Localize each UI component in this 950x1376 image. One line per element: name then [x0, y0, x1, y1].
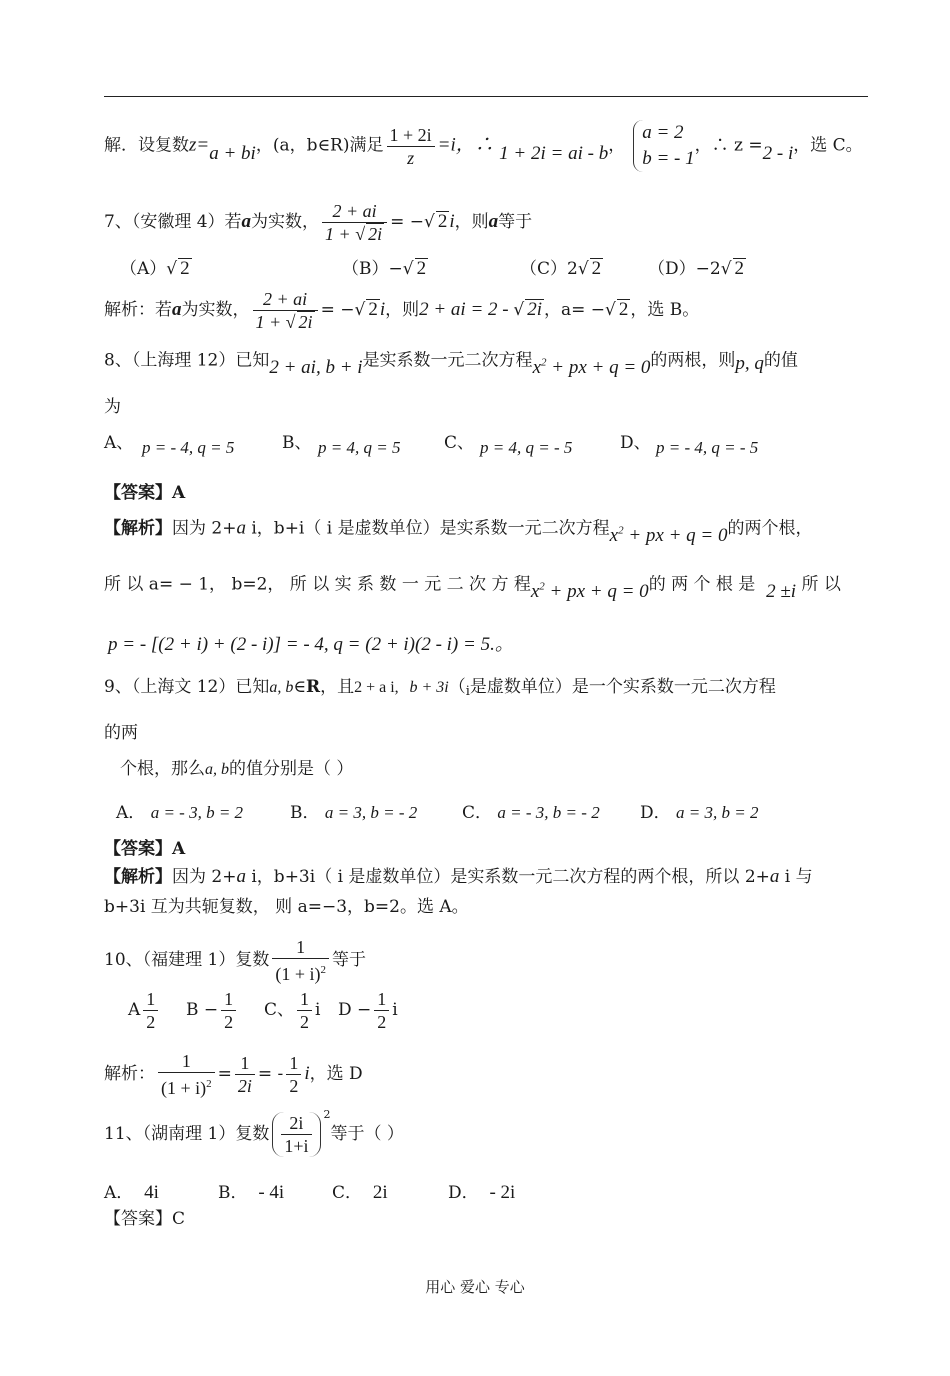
q8-option-b-label: B、	[282, 433, 312, 453]
q9-question-wrap: 的两	[104, 723, 138, 743]
q8-option-d: p = - 4, q = - 5	[656, 438, 759, 457]
q11-option-d: D． - 2i	[448, 1182, 516, 1203]
q11-option-c: C． 2i	[332, 1182, 388, 1203]
q9-answer: 【答案】A	[104, 839, 186, 859]
q11-option-b: B． - 4i	[218, 1182, 285, 1203]
q9-question: 9、（上海文 12）已知a, b∈R，且2 + a i, b + 3i（i是虚数单位）是一个实系数一元二次方程	[104, 677, 776, 699]
q7-question: 7、（安徽理 4）若a为实数， $\frac{2 + ai}{1 + √ 2i}$ = −√ 2 i，则a等于	[104, 201, 533, 244]
q9-option-a: A． a = - 3, b = 2	[116, 803, 244, 823]
q8-explanation-1: 【解析】因为 2+a i，b+i（ i 是虚数单位）是实系数一元二次方程$x^2$ + px + q = 0的两个根，	[104, 517, 813, 547]
q10-option-b: B − $\frac{1}{2}$	[186, 988, 239, 1033]
q10-option-d: D − $\frac{1}{2}$ i	[338, 989, 398, 1032]
q11-answer: 【答案】C	[104, 1209, 186, 1229]
q8-option-d-label: D、	[620, 433, 651, 453]
q11-option-a: A． 4i	[104, 1182, 159, 1203]
q11-question: 11、（湖南理 1）复数 $\frac{2i}{1+i}$ $^2$等于（ ）	[104, 1108, 404, 1156]
q8-explanation-3: p = - [(2 + i) + (2 - i)] = - 4, q = (2 + i)(2 - i) = 5.。	[108, 634, 514, 655]
q7-option-a: （A）√ 2	[120, 258, 190, 279]
q9-option-c: C． a = - 3, b = - 2	[462, 803, 600, 823]
q7-option-d: （D）−2√ 2	[648, 258, 745, 279]
q9-explanation-1: 【解析】因为 2+a i，b+3i（ i 是虚数单位）是实系数一元二次方程的两个根，所以 2+a i 与	[104, 866, 813, 887]
q10-option-c: C、 $\frac{1}{2}$ i	[264, 989, 321, 1032]
q10-option-a: A $\frac{1}{2}$	[128, 988, 161, 1033]
q8-question-wrap: 为	[104, 397, 121, 417]
q9-option-b: B． a = 3, b = - 2	[290, 803, 418, 823]
q7-option-b: （B）−√ 2	[342, 258, 427, 279]
equation-system: a = 2 b = - 1	[633, 120, 694, 172]
q9-question-line-2: 个根，那么a, b的值分别是（ ）	[120, 759, 354, 779]
q10-solution: 解析： $\frac{1}{(1 + i)^2}$ = $\frac{1}{2i}$ = - $\frac{1}{2}$ i，选 D	[104, 1051, 363, 1098]
header-rule	[104, 96, 868, 97]
q8-option-c-label: C、	[444, 433, 475, 453]
q8-explanation-2: 所 以 a= − 1， b=2， 所 以 实 系 数 一 元 二 次 方 程$x^2$ + px + q = 0的 两 个 根 是 2 ±i 所 以	[104, 574, 841, 603]
q8-option-a-label: A、	[104, 433, 134, 453]
q6-solution: 解．设复数z=a + bi，(a，b∈R)满足 $\frac{1 + 2i}{z}$ =i，∴ 1 + 2i = ai - b， a = 2 b = - 1 ，∴ z =2 - i，选 C。	[104, 120, 863, 172]
q8-option-b: p = 4, q = 5	[318, 438, 401, 457]
q8-question: 8、（上海理 12）已知2 + ai, b + i是实系数一元二次方程$x^2$ + px + q = 0的两根，则p, q的值	[104, 350, 798, 379]
q9-explanation-2: b+3i 互为共轭复数， 则 a=−3，b=2。选 A。	[104, 897, 469, 917]
q10-question: 10、（福建理 1）复数 $\frac{1}{(1 + i)^2}$ 等于	[104, 937, 366, 984]
q7-solution: 解析：若a为实数， $\frac{2 + ai}{1 + √ 2i}$ = −√ 2 i，则2 + ai = 2 - √ 2i ，a= −√ 2 ，选 B。	[104, 289, 700, 332]
q8-option-c: p = 4, q = - 5	[480, 438, 573, 457]
q9-option-d: D． a = 3, b = 2	[640, 803, 759, 823]
q8-answer: 【答案】A	[104, 483, 186, 503]
page-footer: 用心 爱心 专心	[425, 1278, 525, 1296]
q8-option-a: p = - 4, q = 5	[142, 438, 235, 457]
q7-option-c: （C）2√ 2	[520, 258, 602, 279]
